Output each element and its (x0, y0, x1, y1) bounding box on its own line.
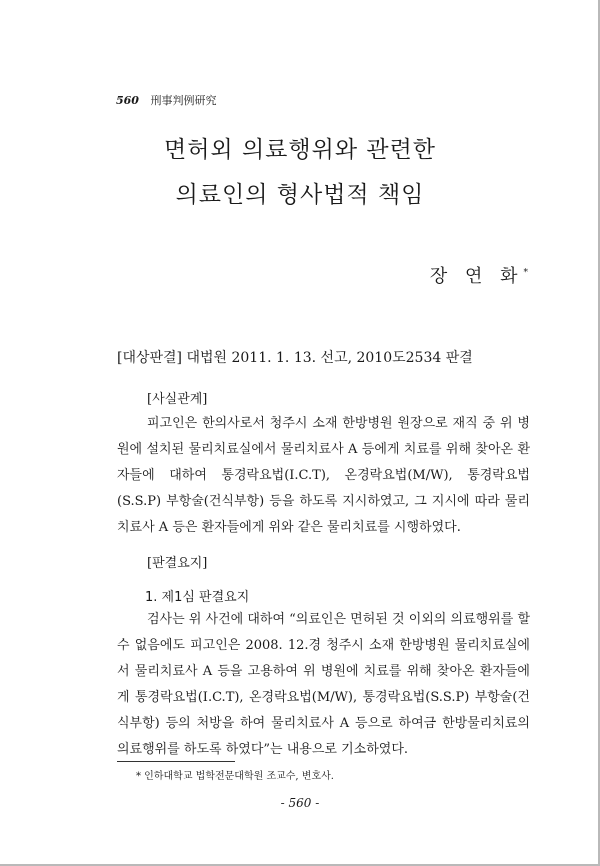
facts-text: 피고인은 한의사로서 청주시 소재 한방병원 원장으로 재직 중 위 병원에 설치된 물리치료실에서 물리치료사 A 등에게 치료를 위해 찾아온 환자들에 대하여 통경락요법(I.C.T), 온경락요법(M/W), 통경락요법(S.S.P) 부항술(건식부항) 등을 하도록 지시하였고, 그 지시에 따라 물리치료사 A 등은 환자들에게 위와 같은 물리치료를 시행하였다. (117, 416, 530, 535)
article-title-line-2: 의료인의 형사법적 책임 (175, 182, 425, 208)
author-footnote-mark: * (523, 268, 528, 278)
footnote: * 인하대학교 법학전문대학원 조교수, 변호사. (136, 771, 334, 782)
footnote-rule (117, 761, 235, 762)
running-head-journal: 刑事判例研究 (150, 94, 217, 107)
facts-paragraph (117, 411, 530, 541)
case-reference: [대상판결] 대법원 2011. 1. 13. 선고, 2010도2534 판결 (117, 350, 473, 366)
footer-page-number: - 560 - (280, 796, 320, 810)
facts-label: [사실관계] (147, 392, 208, 407)
author (430, 262, 528, 288)
article-title-line-1: 면허외 의료행위와 관련한 (163, 137, 437, 163)
author-name: 장 연 화 (429, 266, 524, 287)
running-head (116, 92, 216, 108)
first-instance-text: 검사는 위 사건에 대하여 “의료인은 면허된 것 이외의 의료행위를 할 수 없음에도 피고인은 2008. 12.경 청주시 소재 한방병원 물리치료실에서 물리치료사 A 등을 고용하여 위 병원에 치료를 위해 찾아온 환자들에게 통경락요법(I.C.T), 온경락요법(M/W), 통경락요법(S.S.P) 부항술(건식부항) 등의 처방을 하여 물리치료사 A 등으로 하여금 한방물리치료의 의료행위를 하도록 하였다”는 내용으로 기소하였다. (117, 612, 530, 757)
first-instance-paragraph (117, 607, 530, 763)
first-instance-heading: 1. 제1심 판결요지 (145, 590, 250, 605)
running-head-page-number: 560 (116, 94, 139, 107)
holding-label: [판결요지] (147, 556, 208, 571)
